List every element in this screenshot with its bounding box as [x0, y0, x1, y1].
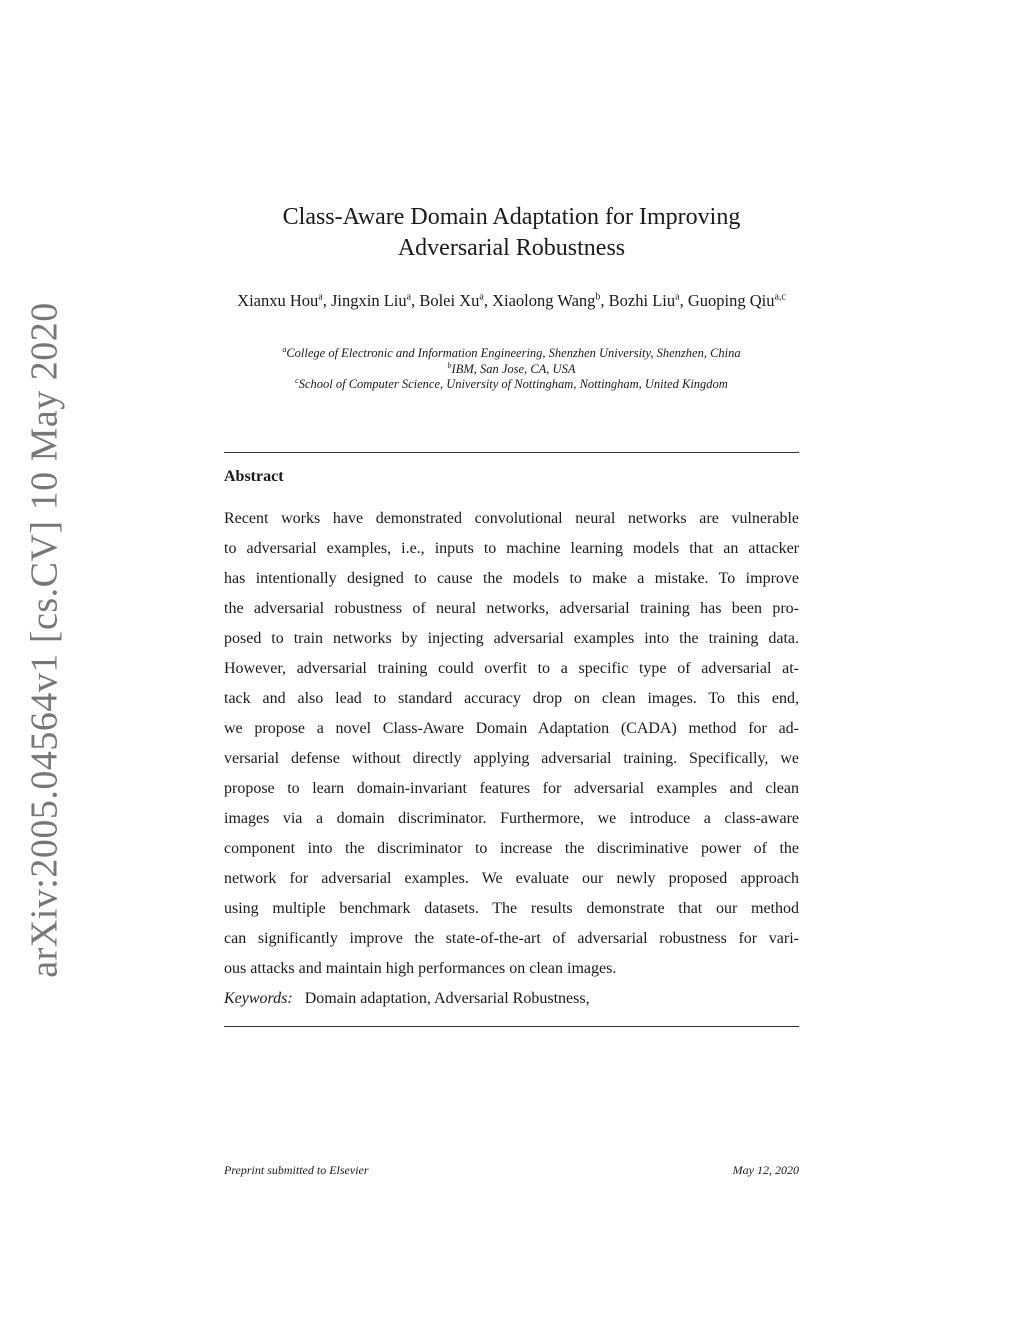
arxiv-stamp-text: arXiv:2005.04564v1 [cs.CV] 10 May 2020	[24, 302, 67, 978]
abstract-line: tack and also lead to standard accuracy drop on clean images. To this end,	[224, 690, 799, 707]
keywords-label: Keywords:	[224, 990, 293, 1007]
arxiv-stamp	[17, 302, 73, 978]
title-line-1: Class-Aware Domain Adaptation for Improving	[282, 204, 741, 230]
abstract-heading: Abstract	[224, 468, 284, 485]
abstract-line: to adversarial examples, i.e., inputs to machine learning models that an attacker	[224, 540, 799, 557]
affiliation: $^b$IBM, San Jose, CA, USA	[447, 360, 576, 376]
paper-title	[224, 202, 799, 264]
abstract-line: However, adversarial training could overfit to a specific type of adversarial at-	[224, 660, 799, 677]
author-list	[224, 290, 799, 312]
abstract-body	[224, 504, 799, 984]
author: Guoping Qiu$^{a,c}$	[687, 291, 786, 310]
keywords	[224, 990, 590, 1008]
affiliation: $^c$School of Computer Science, University of Nottingham, Nottingham, United Kingdom	[295, 375, 728, 391]
author: Bozhi Liu$^a$,	[608, 291, 688, 310]
abstract-line: using multiple benchmark datasets. The results demonstrate that our method	[224, 900, 799, 917]
footer-date: May 12, 2020	[732, 1163, 799, 1177]
abstract-line: we propose a novel Class-Aware Domain Adaptation (CADA) method for ad-	[224, 720, 799, 737]
author: Jingxin Liu$^a$,	[331, 291, 420, 310]
abstract-line: posed to train networks by injecting adversarial examples into the training data.	[224, 630, 799, 647]
abstract-line: has intentionally designed to cause the models to make a mistake. To improve	[224, 570, 799, 587]
bottom-divider	[224, 1026, 799, 1027]
keywords-text: Domain adaptation, Adversarial Robustness,	[304, 990, 590, 1007]
author: Bolei Xu$^a$,	[419, 291, 493, 310]
title-line-2: Adversarial Robustness	[397, 235, 626, 261]
author: Xianxu Hou$^a$,	[237, 291, 331, 310]
abstract-line: images via a domain discriminator. Furthermore, we introduce a class-aware	[224, 810, 799, 827]
affiliation-list	[224, 346, 799, 393]
abstract-line: Recent works have demonstrated convolutional neural networks are vulnerable	[224, 510, 799, 527]
abstract-line: versarial defense without directly applying adversarial training. Specifically, we	[224, 750, 799, 767]
top-divider	[224, 452, 799, 453]
author: Xiaolong Wang$^b$,	[492, 291, 609, 310]
footer-preprint-note: Preprint submitted to Elsevier	[224, 1163, 369, 1177]
abstract-line: component into the discriminator to increase the discriminative power of the	[224, 840, 799, 857]
abstract-line: network for adversarial examples. We evaluate our newly proposed approach	[224, 870, 799, 887]
affiliation: $^a$College of Electronic and Information Engineering, Shenzhen University, Shenzhen, China	[282, 344, 741, 360]
abstract-line: the adversarial robustness of neural networks, adversarial training has been pro-	[224, 600, 799, 617]
abstract-line: ous attacks and maintain high performances on clean images.	[224, 960, 617, 977]
abstract-line: can significantly improve the state-of-the-art of adversarial robustness for vari-	[224, 930, 799, 947]
abstract-line: propose to learn domain-invariant features for adversarial examples and clean	[224, 780, 799, 797]
